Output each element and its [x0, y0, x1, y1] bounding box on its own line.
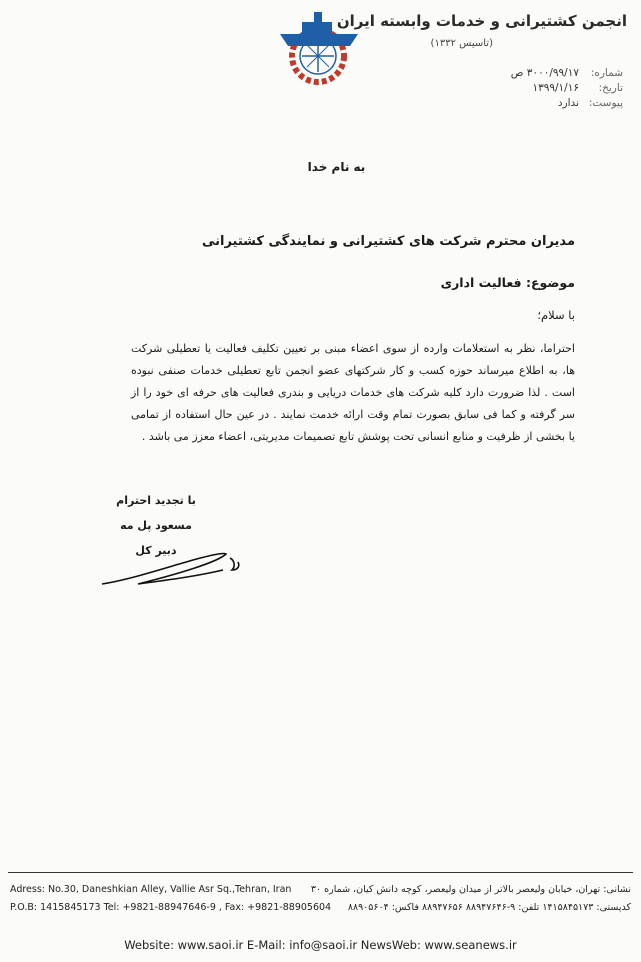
signer-title: دبیر کل — [135, 544, 177, 557]
letter-body: احتراما، نظر به استعلامات وارده از سوی اعضاء مبنی بر تعیین تکلیف فعالیت یا تعطیلی شرکت ها، به اطلاع میرساند حوزه کسب و کار شرکتهای عضو انجمن تابع تعطیلی خدمات صنفی نبوده است . لذا ضرورت دارد کلیه شرکت های خدمات دریایی و بندری فعالیت های حرفه ای خود را از سر گرفته و کما فی سابق بصورت تمام وقت ارائه خدمت نمایند . در عین حال استفاده از تمامی یا بخشی از ظرفیت و منابع انسانی تحت پوشش تابع تصمیمات مدیریتی، اعضاء معزز می باشد . — [131, 342, 575, 443]
footer-address-en: Adress: No.30, Daneshkian Alley, Vallie Asr Sq.,Tehran, Iran — [10, 884, 292, 895]
attachment-value: ندارد — [557, 97, 579, 109]
addressee: مدیران محترم شرکت های کشتیرانی و نمایندگی کشتیرانی — [201, 234, 575, 249]
letter-meta — [511, 66, 623, 111]
footer-contact-fa: کدپستی: ۱۴۱۵۸۴۵۱۷۳ تلفن: ۹-۸۸۹۴۷۶۴۶ ۸۸۹۴۷۶۵۶ فاکس: ۸۸۹۰۵۶۰۴ — [347, 902, 631, 913]
footer-web: Website: www.saoi.ir E-Mail: info@saoi.ir NewsWeb: www.seanews.ir — [124, 938, 517, 952]
bismillah-line — [0, 160, 641, 174]
greeting: با سلام؛ — [537, 308, 575, 322]
closing: با تجدید احترام — [116, 494, 196, 507]
bismillah: به نام خدا — [307, 160, 366, 174]
footer-address-fa: نشانی: تهران، خیابان ولیعصر بالاتر از میدان ولیعصر، کوچه دانش کیان، شماره ۳۰ — [310, 884, 631, 895]
footer-divider — [8, 872, 633, 873]
footer-contact-en: P.O.B: 1415845173 Tel: +9821-88947646-9 , Fax: +9821-88905604 — [10, 902, 332, 913]
org-logo — [258, 6, 368, 86]
number-value: ۳۰۰۰/۹۹/۱۷ ص — [510, 67, 579, 79]
date-value: ۱۳۹۹/۱/۱۶ — [532, 82, 579, 94]
date-label: تاریخ: — [598, 82, 623, 94]
attachment-label: پیوست: — [588, 97, 623, 109]
org-name: انجمن کشتیرانی و خدمات وابسته ایران — [336, 12, 627, 30]
subject: موضوع: فعالیت اداری — [440, 275, 575, 290]
number-label: شماره: — [590, 67, 623, 79]
signer-name: مسعود پل مه — [120, 519, 192, 532]
signature-image — [98, 540, 248, 595]
org-established: (تاسیس ۱۳۳۲) — [430, 38, 493, 49]
